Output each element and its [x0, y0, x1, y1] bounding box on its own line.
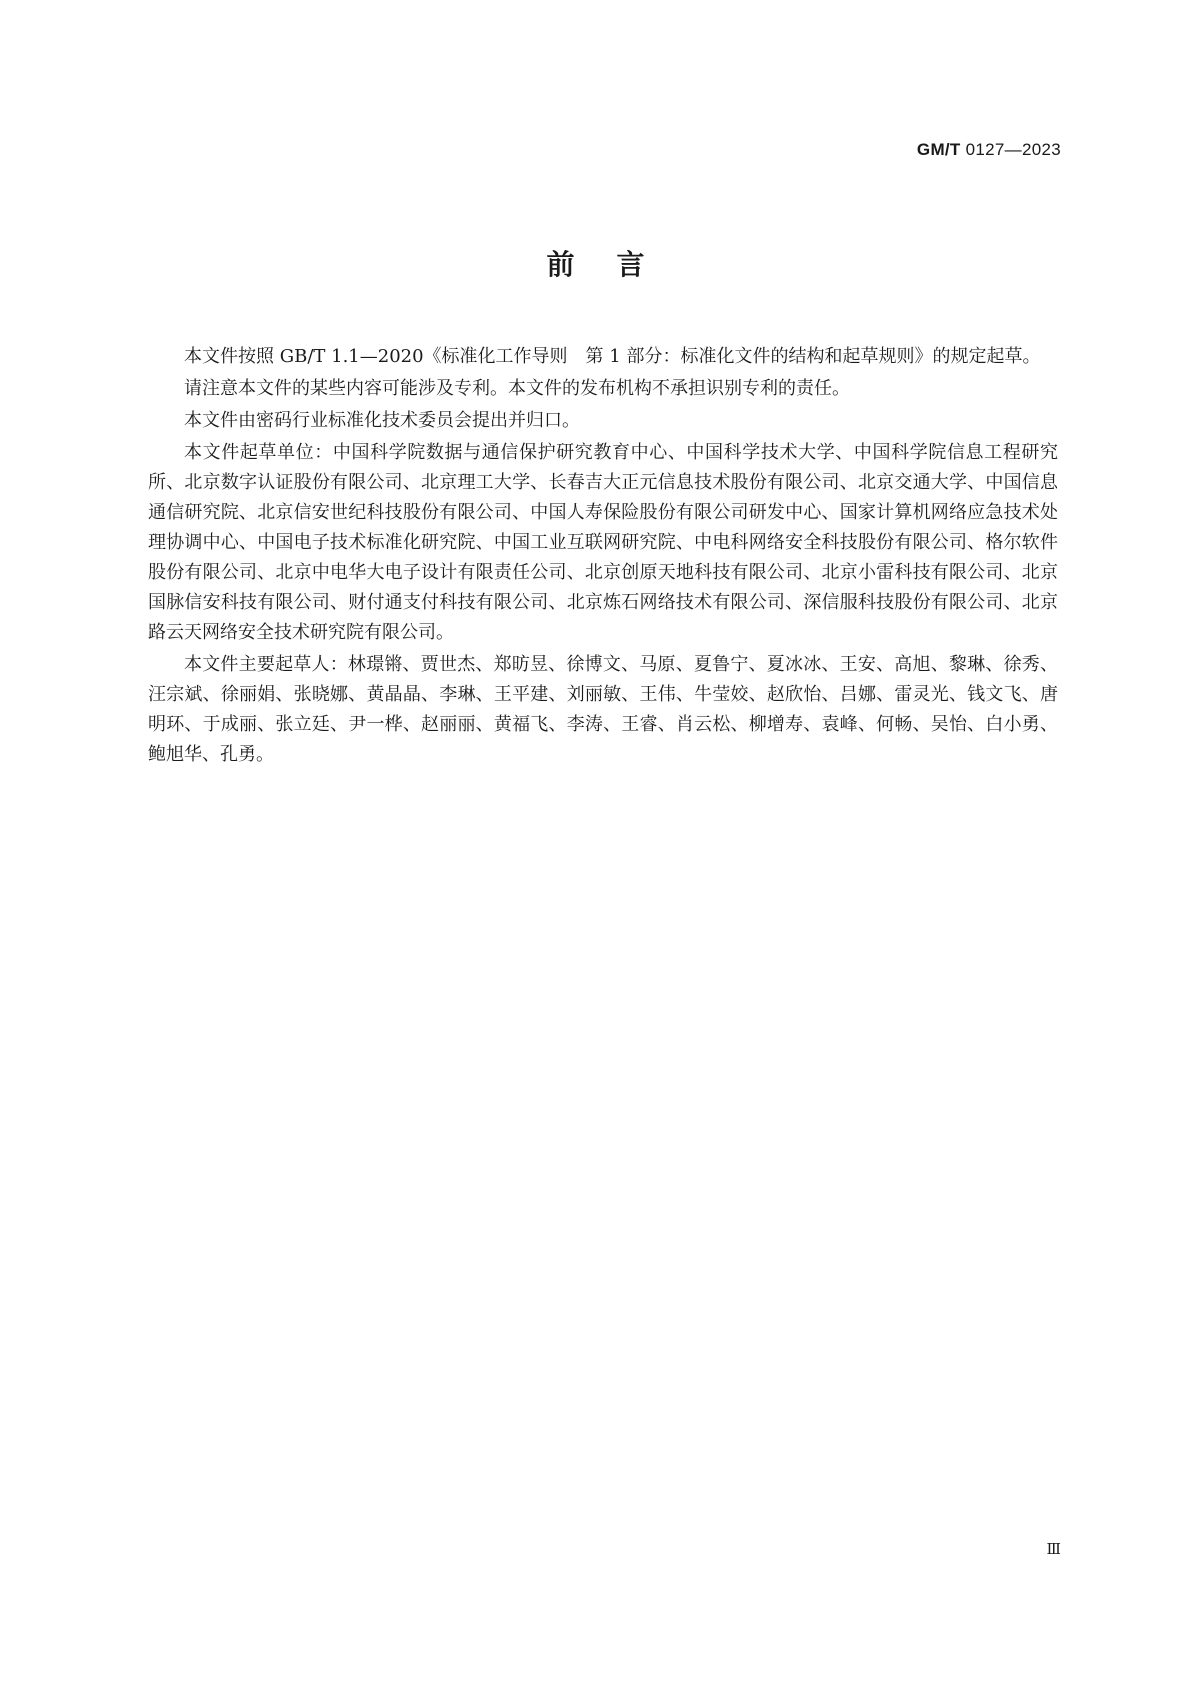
- foreword-body: [148, 342, 1058, 772]
- paragraph-patent-notice: 请注意本文件的某些内容可能涉及专利。本文件的发布机构不承担识别专利的责任。: [184, 378, 850, 399]
- page-number: Ⅲ: [1046, 1540, 1061, 1558]
- paragraph-drafting-rules: 本文件按照 GB/T 1.1—2020《标准化工作导则 第 1 部分：标准化文件的结构和起草规则》的规定起草。: [184, 346, 1041, 367]
- paragraph-proposer: 本文件由密码行业标准化技术委员会提出并归口。: [184, 410, 580, 431]
- document-code: [917, 140, 1061, 160]
- document-code-prefix: GM/T: [916, 140, 961, 159]
- paragraph-drafters: 本文件主要起草人：林璟锵、贾世杰、郑昉昱、徐博文、马原、夏鲁宁、夏冰冰、王安、高旭、黎琳、徐秀、汪宗斌、徐丽娟、张晓娜、黄晶晶、李琳、王平建、刘丽敏、王伟、牛莹姣、赵欣怡、吕娜、雷灵光、钱文飞、唐明环、于成丽、张立廷、尹一桦、赵丽丽、黄福飞、李涛、王睿、肖云松、柳增寿、袁峰、何畅、吴怡、白小勇、鲍旭华、孔勇。: [148, 654, 1058, 765]
- document-code-number: 0127—2023: [965, 140, 1061, 159]
- paragraph-drafting-units: 本文件起草单位：中国科学院数据与通信保护研究教育中心、中国科学技术大学、中国科学院信息工程研究所、北京数字认证股份有限公司、北京理工大学、长春吉大正元信息技术股份有限公司、北京交通大学、中国信息通信研究院、北京信安世纪科技股份有限公司、中国人寿保险股份有限公司研发中心、国家计算机网络应急技术处理协调中心、中国电子技术标准化研究院、中国工业互联网研究院、中电科网络安全科技股份有限公司、格尔软件股份有限公司、北京中电华大电子设计有限责任公司、北京创原天地科技有限公司、北京小雷科技有限公司、北京国脉信安科技有限公司、财付通支付科技有限公司、北京炼石网络技术有限公司、深信服科技股份有限公司、北京路云天网络安全技术研究院有限公司。: [148, 442, 1058, 643]
- page-title: 前言: [546, 248, 687, 281]
